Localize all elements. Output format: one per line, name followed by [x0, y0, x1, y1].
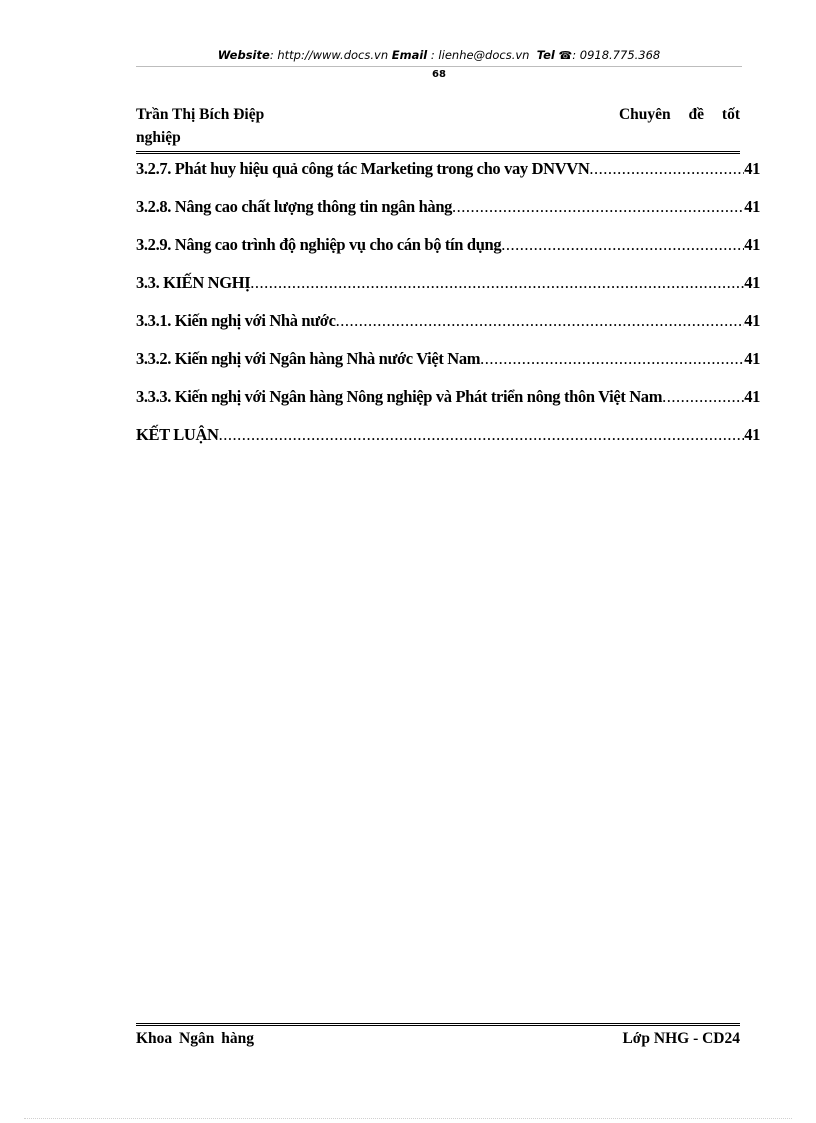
department-name: Khoa Ngân hàng	[136, 1030, 254, 1047]
toc-dot-leader	[250, 271, 744, 295]
toc-entry[interactable]	[136, 195, 760, 233]
toc-entry-page: 41	[744, 349, 760, 368]
toc-entry-title: 3.2.7. Phát huy hiệu quả công tác Marketing trong cho vay DNVVN	[136, 159, 590, 178]
running-head-divider	[136, 151, 740, 154]
email-address[interactable]: : lienhe@docs.vn	[427, 48, 530, 62]
toc-dot-leader	[589, 157, 744, 181]
document-type: Chuyên đề tốt	[618, 106, 740, 123]
email-label: Email	[391, 48, 428, 62]
toc-entry-page: 41	[744, 425, 760, 444]
toc-entry-title: 3.3.3. Kiến nghị với Ngân hàng Nông nghiệp và Phát triển nông thôn Việt Nam	[136, 387, 663, 406]
toc-entry[interactable]	[136, 347, 760, 385]
tel-label: Tel	[536, 48, 555, 62]
toc-dot-leader	[501, 233, 744, 257]
website-label: Website	[217, 48, 270, 62]
toc-entry-page: 41	[744, 159, 760, 178]
toc-entry-title: 3.3.1. Kiến nghị với Nhà nước	[136, 311, 336, 330]
class-name: Lớp NHG - CD24	[622, 1030, 740, 1047]
document-type-continued: nghiệp	[136, 129, 181, 146]
toc-entry-title: KẾT LUẬN	[136, 425, 219, 444]
website-url[interactable]: : http://www.docs.vn	[269, 48, 389, 62]
toc-entry-page: 41	[744, 235, 760, 254]
toc-entry[interactable]	[136, 385, 760, 423]
toc-entry-page: 41	[744, 197, 760, 216]
toc-entry-title: 3.2.9. Nâng cao trình độ nghiệp vụ cho cán bộ tín dụng	[136, 235, 502, 254]
header-divider	[136, 66, 742, 67]
toc-dot-leader	[662, 385, 744, 409]
toc-dot-leader	[219, 423, 745, 447]
toc-entry-title: 3.2.8. Nâng cao chất lượng thông tin ngân hàng	[136, 197, 453, 216]
toc-entry[interactable]	[136, 233, 760, 271]
toc-entry[interactable]	[136, 271, 760, 309]
toc-entry[interactable]	[136, 157, 760, 195]
toc-dot-leader	[480, 347, 744, 371]
toc-entry[interactable]	[136, 423, 760, 461]
toc-dot-leader	[336, 309, 745, 333]
footer-divider	[136, 1023, 740, 1026]
toc-dot-leader	[452, 195, 744, 219]
toc-entry-page: 41	[744, 311, 760, 330]
toc-entry-title: 3.3.2. Kiến nghị với Ngân hàng Nhà nước Việt Nam	[136, 349, 481, 368]
page-number: 68	[432, 69, 446, 80]
author-name: Trần Thị Bích Điệp	[136, 106, 265, 123]
toc-entry-title: 3.3. KIẾN NGHỊ	[136, 273, 251, 292]
toc-entry[interactable]	[136, 309, 760, 347]
tel-number: : 0918.775.368	[572, 48, 661, 62]
phone-icon: ☎	[558, 49, 573, 62]
site-header	[136, 48, 742, 62]
toc-entry-page: 41	[744, 273, 760, 292]
toc-entry-page: 41	[744, 387, 760, 406]
table-of-contents	[136, 157, 760, 461]
page-bottom-border	[24, 1118, 792, 1119]
